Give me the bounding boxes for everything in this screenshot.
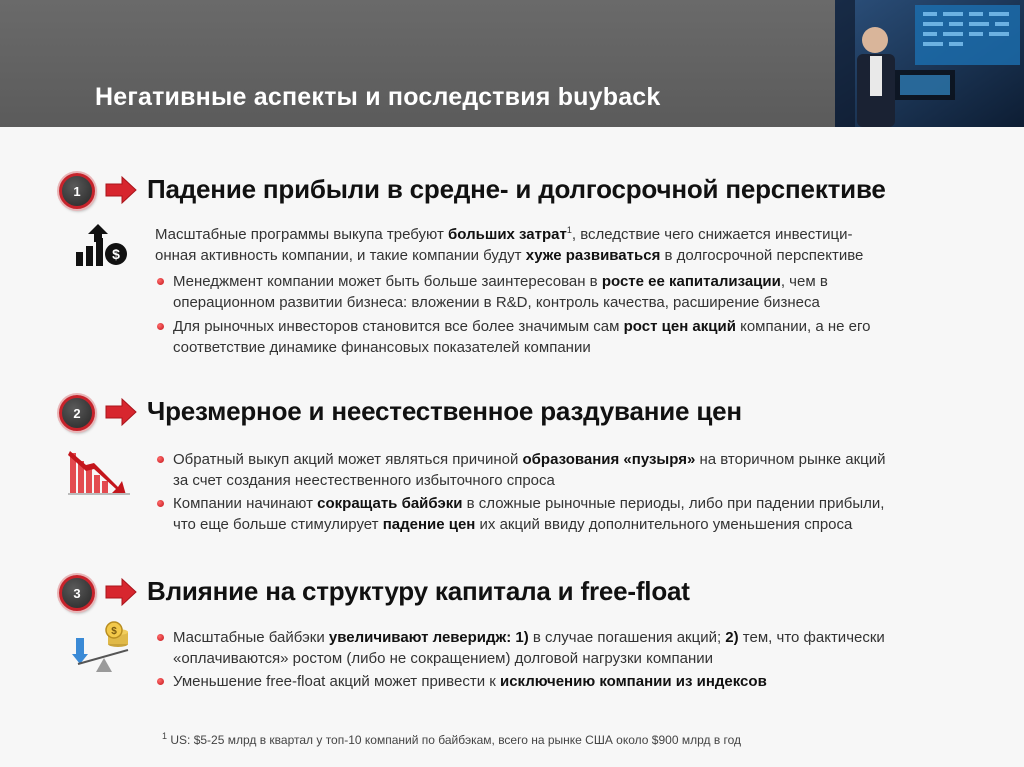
text: «оплачиваются» ростом (либо не сокращением) долговой нагрузки компании [173,650,713,667]
slide-title: Негативные аспекты и последствия buyback [95,83,661,111]
bold-text: увеличивают леверидж: 1) [328,629,529,646]
text: Для рыночных инвесторов становится все более значимым сам [173,318,624,335]
bold-text: падение цен [382,516,476,533]
falling-chart-icon [66,447,134,497]
text: Менеджмент компании может быть больше заинтересован в [173,273,602,290]
text: что еще больше стимулирует [173,516,383,533]
section-1-bullet-1 [155,271,955,313]
text: в случае погашения акций; [528,629,726,646]
text: тем, что фактически [738,629,885,646]
section-2-bullet-2 [155,493,955,535]
red-arrow-icon [104,577,138,607]
balance-coins-icon [70,620,134,674]
section-3-number-badge: 3 [59,575,95,611]
footnote-ref: 1 [566,225,572,235]
section-1-number-badge: 1 [59,173,95,209]
bold-text: хуже развиваться [525,247,661,264]
section-2-number-badge: 2 [59,395,95,431]
footnote-text: US: $5-25 млрд в квартал у топ-10 компаний по байбэкам, всего на рынке США около $900 млрд в год [167,733,742,747]
text: компании, а не его [735,318,871,335]
bold-text: исключению компании из индексов [499,673,767,690]
bold-text: 2) [725,629,739,646]
text: , вследствие чего снижается инвестици- [571,226,853,243]
bold-text: образования «пузыря» [522,451,696,468]
bold-text: росте ее капитализации [601,273,781,290]
svg-text:$: $ [112,246,120,262]
text: Масштабные программы выкупа требуют [155,226,449,243]
section-1-bullet-2 [155,316,955,358]
section-3-bullet-1 [155,627,955,669]
slide-header [0,0,835,127]
bold-text: сокращать байбэки [317,495,463,512]
text: их акций ввиду дополнительного уменьшения спроса [475,516,853,533]
red-arrow-icon [104,175,138,205]
text: Масштабные байбэки [173,629,329,646]
text: на вторичном рынке акций [695,451,886,468]
text: , чем в [780,273,828,290]
svg-text:$: $ [111,626,117,637]
text: Компании начинают [173,495,318,512]
section-2-title: Чрезмерное и неестественное раздувание цен [147,396,742,426]
text: в долгосрочной перспективе [660,247,864,264]
bold-text: больших затрат [448,226,567,243]
text: онная активность компании, и такие компании будут [155,247,526,264]
text: Уменьшение free-float акций может привести к [173,673,500,690]
bold-text: рост цен акций [623,318,736,335]
footnote [162,733,741,747]
section-2-bullet-1 [155,449,955,491]
red-arrow-icon [104,397,138,427]
text: в сложные рыночные периоды, либо при падении прибыли, [462,495,885,512]
section-3-title: Влияние на структуру капитала и free-float [147,576,690,606]
text: соответствие динамике финансовых показателей компании [173,339,591,356]
text: операционном развитии бизнеса: вложении в R&D, контроль качества, расширение бизнеса [173,294,820,311]
text: Обратный выкуп акций может являться причиной [173,451,523,468]
section-1-intro [155,224,975,266]
growth-chart-dollar-icon [74,222,134,268]
footnote-marker: 1 [162,731,168,741]
section-1-title: Падение прибыли в средне- и долгосрочной перспективе [147,174,886,204]
stock-exchange-photo [835,0,1024,127]
text: за счет создания неестественного избыточного спроса [173,472,555,489]
section-3-bullet-2 [155,671,955,692]
